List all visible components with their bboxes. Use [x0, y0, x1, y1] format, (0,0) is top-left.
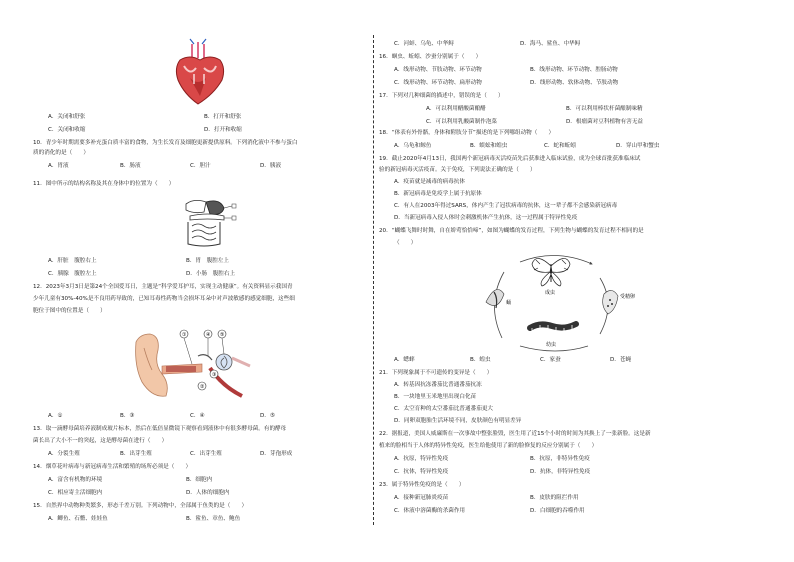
- caterpillar-icon: [530, 324, 576, 332]
- q23-stem: 23．属于特异性免疫的是（ ）: [379, 482, 465, 488]
- q16-option-c: C．线形动物、环节动物、扁形动物: [394, 80, 482, 86]
- q9-option-c: C．关闭和收缩: [48, 127, 86, 133]
- egg-icon: [603, 290, 618, 314]
- q11-option-a: A．肝脏 腹腔右上: [48, 258, 97, 264]
- q17-stem: 17．下列对几种细菌的描述中，错误的是（ ）: [379, 93, 504, 99]
- ear-label-5: ⑤: [220, 332, 225, 338]
- q22-option-c: C．抗体，特异性免疫: [394, 469, 449, 475]
- q14-option-b: B．细胞内: [186, 477, 213, 483]
- q22-stem-1: 22．据报道，美国人威廉斯在一次事故中整张脸毁，医生用了近15个小时的时间为其换上了一张新脸。这是新: [379, 431, 651, 437]
- lifecycle-label-pupa: 蛹: [506, 300, 512, 306]
- column-separator: [373, 35, 374, 525]
- q20-option-b: B．蝗虫: [470, 357, 491, 363]
- q23-option-b: B．皮肤的阻拦作用: [530, 495, 579, 501]
- q15-option-c: C．河蚌、乌龟、中华鲟: [394, 41, 454, 47]
- q12-stem-1: 12．2023年3月3日是第24个全国爱耳日，主题是“科学爱耳护耳，实现主动健康”。有关资料显示我国青: [33, 284, 293, 290]
- q12-option-a: A．①: [48, 413, 63, 419]
- q16-stem: 16．蛔虫、蚯蚓、沙蚕分别属于（ ）: [379, 54, 482, 60]
- q14-option-c: C．相应寄主活细胞内: [48, 490, 103, 496]
- lifecycle-label-adult: 成虫: [545, 290, 556, 296]
- q20-option-a: A．蟋蟀: [394, 357, 415, 363]
- q15-stem: 15．自然界中动物种类繁多，形态千差万别。下列动物中，全部属于鱼类的是（ ）: [33, 503, 248, 509]
- q23-option-d: D．白细胞的吞噬作用: [530, 508, 585, 514]
- q17-option-b: B．可以利用棒状杆菌酿制味精: [566, 106, 643, 112]
- q10-option-d: D．胰液: [260, 163, 282, 169]
- q18-stem: 18．“体表有外骨骼，身体和附肢分节”描述的是下列哪组动物（ ）: [379, 130, 555, 136]
- digestive-system-figure: [180, 194, 236, 250]
- q14-stem: 14．烟草花叶病毒与新冠病毒生活和繁殖的场所必须是（ ）: [33, 464, 192, 470]
- q13-stem-2: 菌长出了大小不一的突起，这是酵母菌在进行（ ）: [33, 438, 168, 444]
- q19-option-c: C．有人在2003年得过SARS，体内产生了冠状病毒的抗体，这一辈子都不会感染新冠病毒: [394, 203, 618, 209]
- ear-structure-figure: [132, 326, 256, 404]
- q11-option-b: B．胃 腹腔左上: [186, 258, 229, 264]
- q14-option-d: D．人体的细胞内: [186, 490, 230, 496]
- q20-stem-2: （ ）: [394, 240, 417, 246]
- q22-option-b: B．抗原，非特异性免疫: [530, 456, 590, 462]
- q13-option-a: A．分裂生殖: [48, 451, 80, 457]
- q20-option-c: C．家蚕: [540, 357, 561, 363]
- q18-option-a: A．乌龟和鲸鱼: [394, 143, 432, 149]
- q11-option-c: C．胰腺 腹腔左上: [48, 271, 97, 277]
- q12-option-c: C．④: [190, 413, 205, 419]
- butterfly-icon: [532, 258, 570, 286]
- q16-option-d: D．线形动物、软体动物、节肢动物: [530, 80, 619, 86]
- q10-stem-2: 质的消化的是（ ）: [33, 150, 89, 156]
- q16-option-a: A．线形动物、节肢动物、环节动物: [394, 67, 482, 73]
- q13-option-c: C．出芽生殖: [190, 451, 222, 457]
- q19-stem-2: 验的新冠病毒灭活疫苗。关于免疫，下列说法正确的是（ ）: [379, 167, 536, 173]
- ear-label-3: ③: [212, 372, 217, 378]
- q23-option-c: C．体液中溶菌酶的杀菌作用: [394, 508, 466, 514]
- q18-option-d: D．穿山甲和蟹虫: [616, 143, 660, 149]
- ear-label-4: ④: [206, 332, 211, 338]
- q12-option-b: B．③: [120, 413, 135, 419]
- butterfly-lifecycle-figure: [476, 252, 636, 356]
- pupa-icon: [486, 290, 504, 309]
- q19-option-b: B．新冠病毒是免疫学上属于抗原体: [394, 191, 482, 197]
- q14-option-a: A．富含有机物的环境: [48, 477, 103, 483]
- q15-option-b: B．鲨鱼、章鱼、鲍鱼: [186, 516, 241, 522]
- q20-option-d: D．苍蝇: [610, 357, 632, 363]
- lifecycle-label-egg: 受精卵: [620, 294, 636, 300]
- q18-option-b: B．蜈蚣和蝗虫: [470, 143, 508, 149]
- q10-option-c: C．胆汁: [190, 163, 211, 169]
- lifecycle-label-larva: 幼虫: [546, 342, 557, 348]
- q22-stem-2: 植来的脸相当于人体的特异性免疫，医生给他使用了新的脸修复的反应分别属于（ ）: [379, 443, 598, 449]
- q17-option-d: D．根瘤菌对豆科植物有害无益: [566, 119, 644, 125]
- q21-option-a: A．转基因抗冻番茄比普通番茄抗冻: [394, 382, 482, 388]
- q15-option-d: D．海马、鲨鱼、中华鲟: [520, 41, 581, 47]
- ear-label-1: ①: [182, 332, 187, 338]
- q21-option-b: B．一块地里玉米地里出现白化苗: [394, 394, 477, 400]
- q13-option-d: D．芽孢形成: [260, 451, 293, 457]
- q17-option-c: C．可以利用乳酸菌制作泡菜: [426, 119, 498, 125]
- q13-option-b: B．出芽生殖: [120, 451, 152, 457]
- q12-option-d: D．⑤: [260, 413, 275, 419]
- q17-option-a: A．可以利用醋酸菌酿醋: [426, 106, 486, 112]
- q21-stem: 21．下列现象属于不可遗传的变异是（ ）: [379, 370, 493, 376]
- q19-stem-1: 19．截止2020年4月13日，我国两个新冠病毒灭活疫苗先后获准进入临床试验，成为全球首批获准临床试: [379, 156, 641, 162]
- q20-stem-1: 20．“蝴蝶飞舞时时舞，自在娇莺恰恰啼”，如图为蝴蝶的发育过程，下列生物与蝴蝶的发育过程不相同的是: [379, 228, 644, 234]
- q18-option-c: C．蛇和蚯蚓: [544, 143, 576, 149]
- q12-stem-2: 少年儿童有30%-40%是不良用药导致的，已知耳毒性药物当会损坏耳朵中对声波敏感的感觉细胞，这些细: [33, 296, 295, 302]
- q11-stem: 11．图中所示的结构名称及其在身体中的位置为（ ）: [33, 181, 175, 187]
- q9-option-a: A．关闭和舒张: [48, 114, 86, 120]
- q10-option-a: A．胃液: [48, 163, 69, 169]
- q16-option-b: B．线形动物、环节动物、腔肠动物: [530, 67, 618, 73]
- q10-stem-1: 10．青少年时期需要多补充蛋白质丰富的食物，为生长发育及细胞更新提供原料。下列消化液中不参与蛋白: [33, 140, 298, 146]
- q15-option-a: A．鲫鱼、石鳖、娃娃鱼: [48, 516, 108, 522]
- q22-option-a: A．抗原，特异性免疫: [394, 456, 449, 462]
- q21-option-c: C．太空育种的太空番茄比普通番茄更大: [394, 406, 494, 412]
- q10-option-b: B．肠液: [120, 163, 141, 169]
- q22-option-d: D．抗体，非特异性免疫: [530, 469, 591, 475]
- q19-option-d: D．当新冠病毒入侵人体时会刺激机体产生抗体，这一过程属于特异性免疫: [394, 215, 578, 221]
- q19-option-a: A．疫苗就是减毒的病毒抗体: [394, 179, 465, 185]
- q12-stem-3: 胞位于图中的位置是（ ）: [33, 308, 106, 314]
- q11-option-d: D．小肠 腹腔右上: [186, 271, 236, 277]
- q23-option-a: A．接种新冠肺炎疫苗: [394, 495, 449, 501]
- ear-label-2: ②: [200, 384, 205, 390]
- heart-figure: [170, 38, 230, 108]
- q13-stem-1: 13．取一滴酵母菌培养液制成玻片标本，然后在低倍显微镜下观察看到液体中有很多酵母菌。有的酵母: [33, 426, 287, 432]
- q21-option-d: D．同卵双胞胎生活环境不同，皮肤颜色有明显差异: [394, 418, 522, 424]
- q9-option-d: D．打开和收缩: [204, 127, 242, 133]
- q9-option-b: B．打开和舒张: [204, 114, 242, 120]
